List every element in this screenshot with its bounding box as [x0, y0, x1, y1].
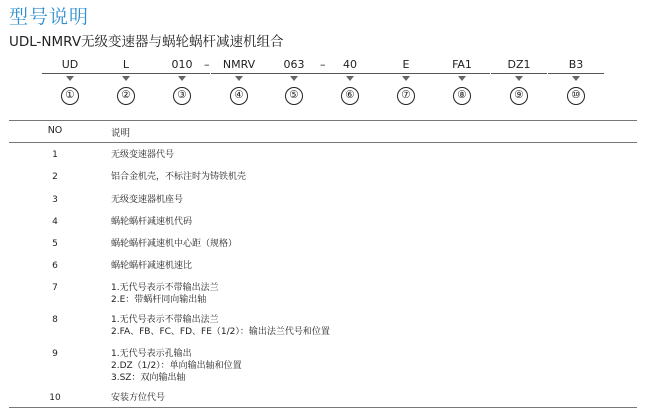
table-top-rule	[9, 120, 637, 121]
code-segment	[152, 58, 212, 101]
row-desc: 蜗轮蜗杆减速机代码	[111, 217, 193, 227]
code-segment	[432, 58, 492, 101]
row-no: 1	[52, 150, 58, 160]
header-desc: 说明	[111, 128, 131, 139]
segment-number: ⑥	[341, 87, 359, 105]
arrow-down-icon	[458, 76, 466, 81]
arrow-down-icon	[515, 76, 523, 81]
code-dash: –	[204, 58, 210, 71]
segment-code: 010	[171, 58, 193, 71]
row-desc: 蜗轮蜗杆减速机速比	[111, 261, 193, 271]
row-desc: 1.无代号表示不带输出法兰	[111, 315, 219, 325]
row-no: 7	[52, 283, 58, 293]
segment-underline	[322, 73, 378, 74]
header-no: NO	[47, 125, 63, 136]
code-segment	[264, 58, 324, 101]
segment-underline	[98, 73, 154, 74]
row-desc: 2.FA、FB、FC、FD、FE（1/2）：输出法兰代号和位置	[111, 327, 330, 337]
row-no: 6	[52, 261, 58, 271]
row-no: 8	[52, 315, 58, 325]
page-subtitle: UDL-NMRV无级变速器与蜗轮蜗杆减速机组合	[9, 34, 284, 50]
segment-underline	[491, 73, 547, 74]
row-no: 10	[49, 393, 61, 403]
code-segment	[320, 58, 380, 101]
segment-number: ⑩	[567, 87, 585, 105]
segment-code: 063	[283, 58, 305, 71]
row-desc: 蜗轮蜗杆减速机中心距（规格）	[111, 239, 238, 249]
segment-underline	[154, 73, 210, 74]
code-segment	[546, 58, 606, 101]
segment-code: NMRV	[222, 58, 256, 71]
row-desc: 无级变速器代号	[111, 150, 175, 160]
arrow-down-icon	[346, 76, 354, 81]
segment-underline	[434, 73, 490, 74]
segment-underline	[378, 73, 434, 74]
segment-code: DZ1	[507, 58, 531, 71]
row-no: 3	[52, 195, 58, 205]
segment-code: L	[122, 58, 130, 71]
row-desc: 2.DZ（1/2）：单向输出轴和位置	[111, 361, 242, 371]
row-desc: 铝合金机壳，不标注时为铸铁机壳	[111, 172, 247, 182]
row-desc: 1.无代号表示不带输出法兰	[111, 283, 219, 293]
code-segment	[489, 58, 549, 101]
segment-code: FA1	[452, 58, 472, 71]
table-bottom-rule	[9, 407, 637, 408]
segment-underline	[211, 73, 267, 74]
arrow-down-icon	[66, 76, 74, 81]
segment-code: 40	[343, 58, 357, 71]
row-desc: 2.E：带蜗杆同向输出轴	[111, 295, 207, 305]
segment-underline	[548, 73, 604, 74]
segment-code: UD	[61, 58, 79, 71]
code-segment	[209, 58, 269, 101]
segment-code: E	[402, 58, 410, 71]
code-segment	[376, 58, 436, 101]
table-header-rule	[9, 142, 637, 143]
page-title: 型号说明	[9, 6, 90, 28]
code-dash: –	[320, 58, 326, 71]
segment-number: ②	[117, 87, 135, 105]
code-segment	[40, 58, 100, 101]
arrow-down-icon	[122, 76, 130, 81]
arrow-down-icon	[572, 76, 580, 81]
row-desc: 无级变速器机座号	[111, 195, 184, 205]
segment-number: ⑤	[285, 87, 303, 105]
segment-number: ⑧	[453, 87, 471, 105]
row-desc: 1.无代号表示孔输出	[111, 349, 192, 359]
row-no: 2	[52, 172, 58, 182]
row-no: 5	[52, 239, 58, 249]
segment-number: ③	[173, 87, 191, 105]
arrow-down-icon	[402, 76, 410, 81]
code-segment	[96, 58, 156, 101]
segment-underline	[266, 73, 322, 74]
segment-number: ④	[230, 87, 248, 105]
segment-code: B3	[568, 58, 584, 71]
row-no: 4	[52, 217, 58, 227]
model-code-diagram	[0, 58, 650, 108]
segment-underline	[42, 73, 98, 74]
segment-number: ⑦	[397, 87, 415, 105]
row-no: 9	[52, 349, 58, 359]
segment-number: ⑨	[510, 87, 528, 105]
arrow-down-icon	[178, 76, 186, 81]
segment-number: ①	[61, 87, 79, 105]
row-desc: 3.SZ：双向输出轴	[111, 373, 186, 383]
arrow-down-icon	[290, 76, 298, 81]
arrow-down-icon	[235, 76, 243, 81]
row-desc: 安装方位代号	[111, 393, 166, 403]
